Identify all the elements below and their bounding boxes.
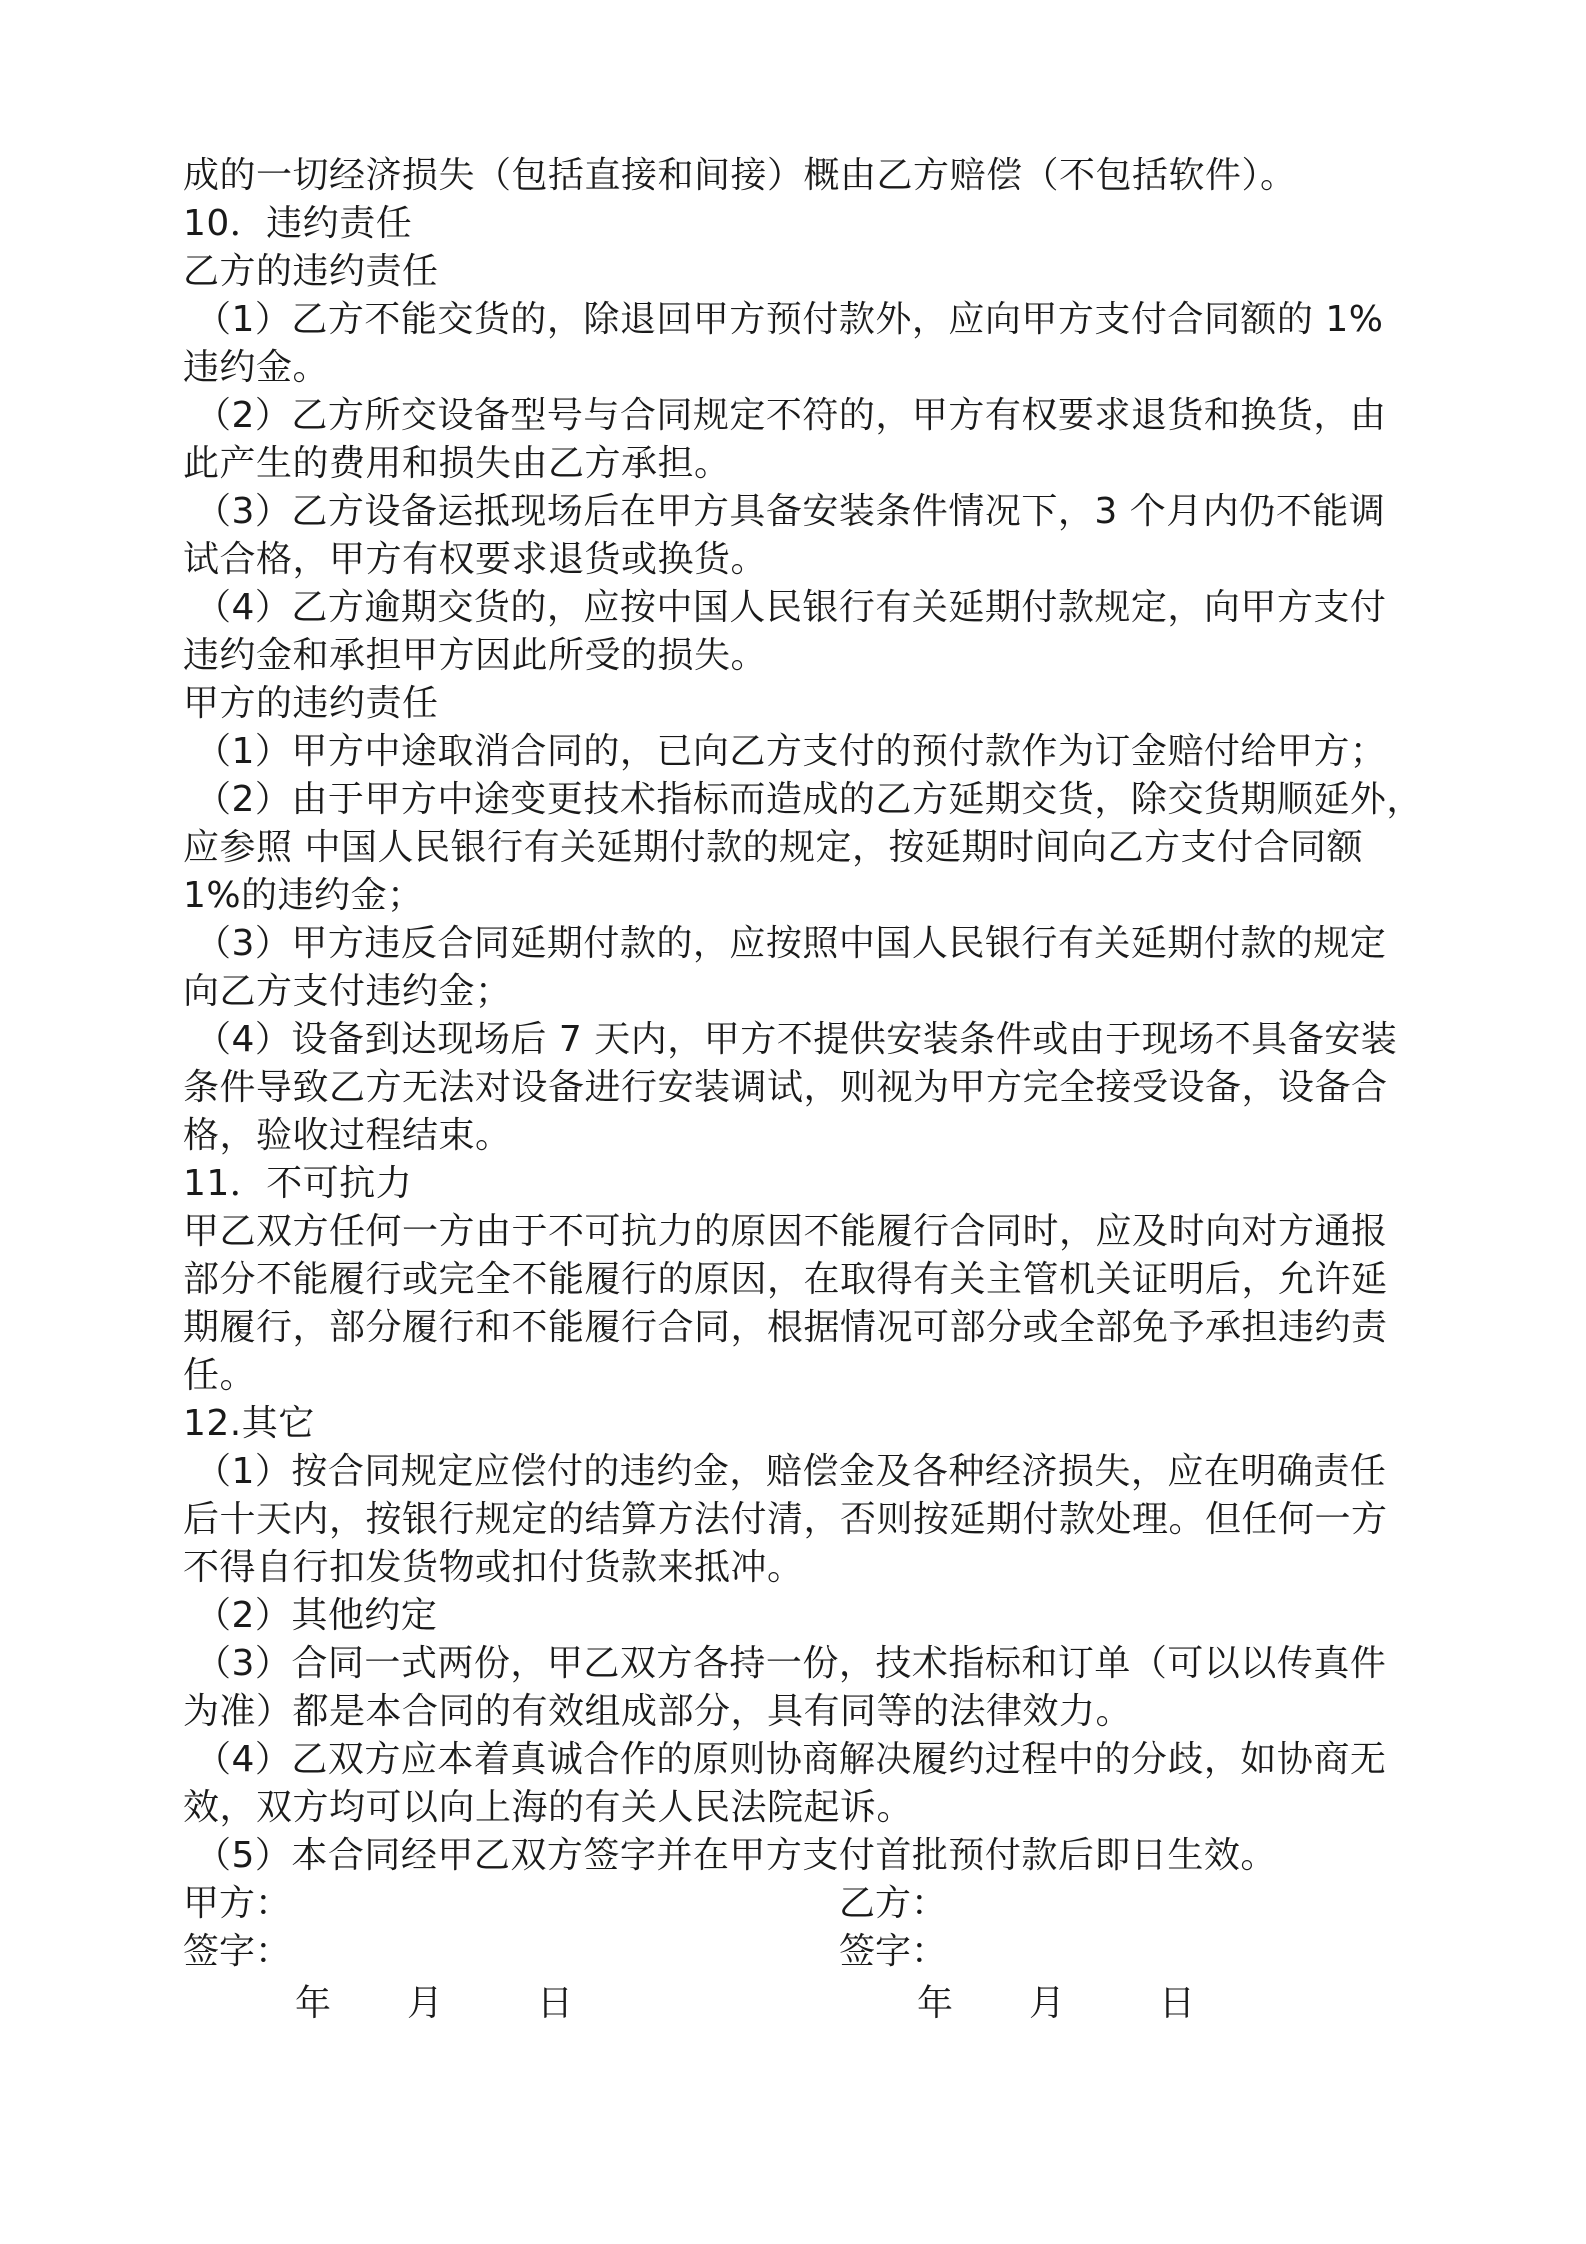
contract-line: 12.其它	[183, 1403, 315, 1444]
contract-line: （1）乙方不能交货的，除退回甲方预付款外，应向甲方支付合同额的 1%	[195, 299, 1384, 340]
contract-line: 违约金和承担甲方因此所受的损失。	[183, 635, 768, 676]
contract-line: 试合格，甲方有权要求退货或换货。	[183, 539, 768, 580]
contract-line: 向乙方支付违约金；	[183, 971, 512, 1012]
party-a-day: 日	[537, 1983, 574, 2024]
contract-line: 任。	[183, 1355, 257, 1396]
contract-line: 乙方的违约责任	[183, 251, 439, 292]
party-b-day: 日	[1159, 1983, 1196, 2024]
contract-line: 部分不能履行或完全不能履行的原因，在取得有关主管机关证明后，允许延	[183, 1259, 1388, 1300]
contract-line: 成的一切经济损失（包括直接和间接）概由乙方赔偿（不包括软件）。	[183, 155, 1297, 196]
contract-line: （4）乙双方应本着真诚合作的原则协商解决履约过程中的分歧，如协商无	[195, 1739, 1387, 1780]
signature-row	[183, 1928, 1413, 1976]
party-a-label: 甲方：	[183, 1883, 292, 1924]
party-a-year: 年	[295, 1983, 332, 2024]
contract-line: 格，验收过程结束。	[183, 1115, 512, 1156]
party-a-month: 月	[407, 1983, 444, 2024]
contract-line: （2）由于甲方中途变更技术指标而造成的乙方延期交货，除交货期顺延外，	[195, 779, 1423, 820]
contract-line: （5）本合同经甲乙双方签字并在甲方支付首批预付款后即日生效。	[195, 1835, 1277, 1876]
contract-line: 1%的违约金；	[183, 875, 424, 916]
party-b-signature-label: 签字：	[839, 1931, 948, 1972]
contract-line: 11．不可抗力	[183, 1163, 413, 1204]
contract-body	[183, 152, 1423, 1880]
contract-line: （2）乙方所交设备型号与合同规定不符的，甲方有权要求退货和换货，由	[195, 395, 1387, 436]
party-row	[183, 1880, 1413, 1928]
party-b-month: 月	[1029, 1983, 1066, 2024]
contract-line: （3）乙方设备运抵现场后在甲方具备安装条件情况下，3 个月内仍不能调	[195, 491, 1386, 532]
party-a-signature-label: 签字：	[183, 1931, 292, 1972]
contract-line: （3）甲方违反合同延期付款的，应按照中国人民银行有关延期付款的规定	[195, 923, 1387, 964]
contract-line: （2）其他约定	[195, 1595, 438, 1636]
contract-page	[183, 152, 1423, 2028]
contract-line: （1）甲方中途取消合同的，已向乙方支付的预付款作为订金赔付给甲方；	[195, 731, 1387, 772]
contract-line: 违约金。	[183, 347, 330, 388]
contract-line: 为准）都是本合同的有效组成部分，具有同等的法律效力。	[183, 1691, 1133, 1732]
contract-line: 应参照 中国人民银行有关延期付款的规定，按延期时间向乙方支付合同额	[183, 827, 1363, 868]
contract-line: （1）按合同规定应偿付的违约金，赔偿金及各种经济损失，应在明确责任	[195, 1451, 1387, 1492]
contract-line: 效，双方均可以向上海的有关人民法院起诉。	[183, 1787, 914, 1828]
contract-line: 不得自行扣发货物或扣付货款来抵冲。	[183, 1547, 804, 1588]
party-b-label: 乙方：	[839, 1883, 948, 1924]
contract-line: （4）乙方逾期交货的，应按中国人民银行有关延期付款规定，向甲方支付	[195, 587, 1387, 628]
contract-line: 10．违约责任	[183, 203, 413, 244]
contract-line: 条件导致乙方无法对设备进行安装调试，则视为甲方完全接受设备，设备合	[183, 1067, 1388, 1108]
contract-line: 后十天内，按银行规定的结算方法付清，否则按延期付款处理。但任何一方	[183, 1499, 1388, 1540]
contract-line: 此产生的费用和损失由乙方承担。	[183, 443, 731, 484]
date-row	[183, 1980, 1413, 2028]
contract-line: （4）设备到达现场后 7 天内，甲方不提供安装条件或由于现场不具备安装	[195, 1019, 1398, 1060]
party-b-year: 年	[917, 1983, 954, 2024]
contract-line: 甲方的违约责任	[183, 683, 439, 724]
contract-line: （3）合同一式两份，甲乙双方各持一份，技术指标和订单（可以以传真件	[195, 1643, 1387, 1684]
contract-line: 期履行，部分履行和不能履行合同，根据情况可部分或全部免予承担违约责	[183, 1307, 1388, 1348]
contract-line: 甲乙双方任何一方由于不可抗力的原因不能履行合同时，应及时向对方通报	[183, 1211, 1388, 1252]
